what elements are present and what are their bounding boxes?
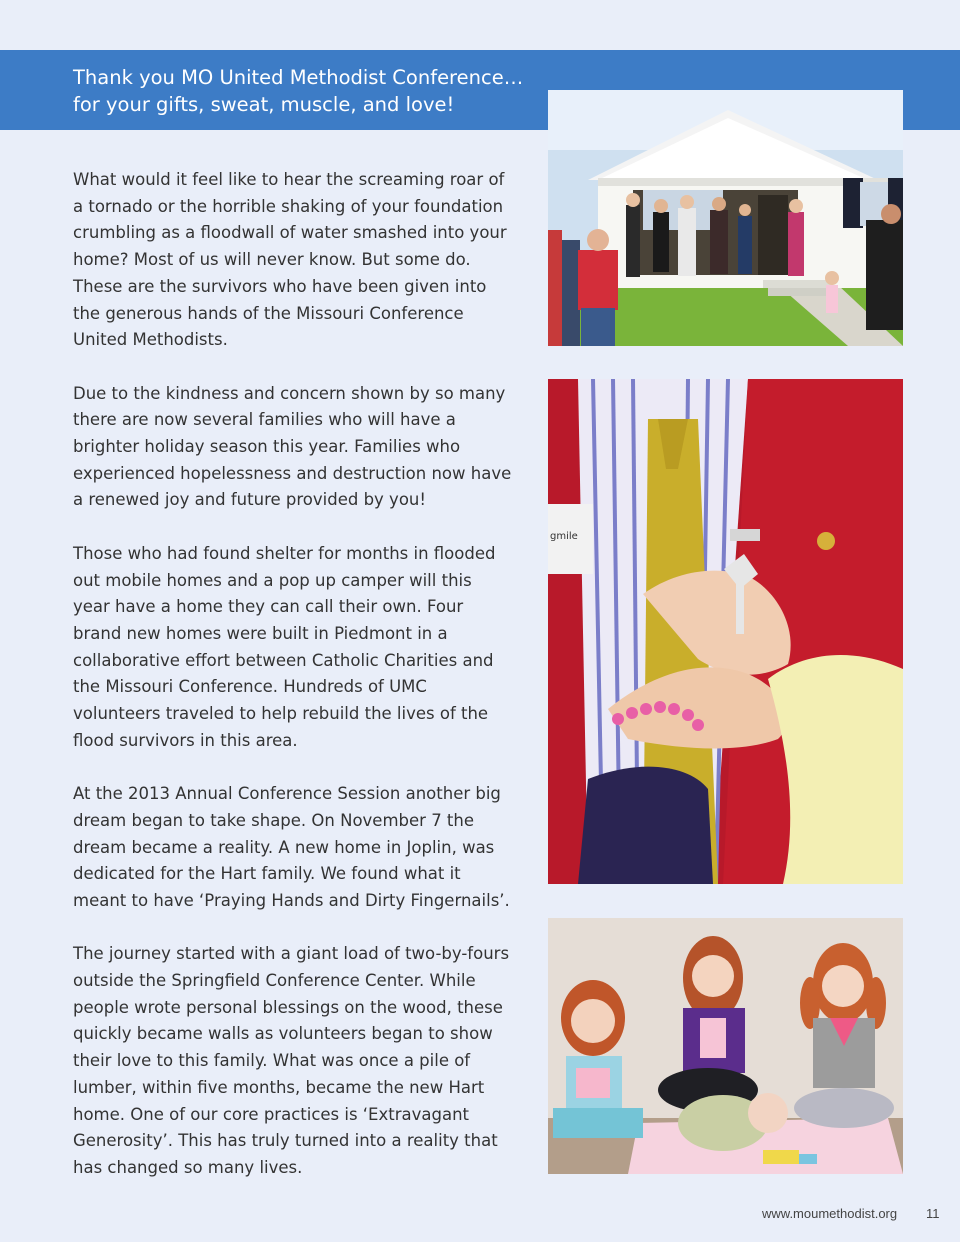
paragraph-1: What would it feel like to hear the screaming roar of a tornado or the horrible shaking of your foundation crumbling as a floodwall of water smashed into your home? Most of us will never know. But some do. These are the survivors who have been given into the generous hands of the Missouri Conference United Methodists. [73,170,507,350]
article-body [73,167,513,1208]
key-handover-photo [548,379,903,884]
header-title [73,64,523,118]
key-handover-image [548,379,903,884]
house-dedication-image [548,90,903,346]
page-number: 11 [926,1206,940,1221]
children-photo [548,918,903,1174]
paragraph-4: At the 2013 Annual Conference Session another big dream began to take shape. On November 7 the dream became a reality. A new home in Joplin, was dedicated for the Hart family. We found what it meant to have ‘Praying Hands and Dirty Fingernails’. [73,784,510,910]
paragraph-5: The journey started with a giant load of two-by-fours outside the Springfield Conference Center. While people wrote personal blessings on the wood, these quickly became walls as volunteers began to show their love to this family. What was once a pile of lumber, within five months, became the new Hart home. One of our core practices is ‘Extravagant Generosity’. This has truly turned into a reality that has changed so many lives. [73,944,510,1177]
paragraph-2: Due to the kindness and concern shown by so many there are now several families who will have a brighter holiday season this year. Families who experienced hopelessness and destruction now have a renewed joy and future provided by you! [73,383,512,510]
name-badge-text: gmile [550,531,578,542]
house-dedication-photo [548,90,903,346]
header-line-2: for your gifts, sweat, muscle, and love! [73,93,455,116]
children-image [548,918,903,1174]
paragraph-3: Those who had found shelter for months in flooded out mobile homes and a pop up camper will this year have a home they can call their own. Four brand new homes were built in Piedmont in a collaborative effort between Catholic Charities and the Missouri Conference. Hundreds of UMC volunteers traveled to help rebuild the lives of the flood survivors in this area. [73,543,496,750]
header-line-1: Thank you MO United Methodist Conference… [73,66,524,89]
footer-url: www.moumethodist.org [762,1206,898,1221]
